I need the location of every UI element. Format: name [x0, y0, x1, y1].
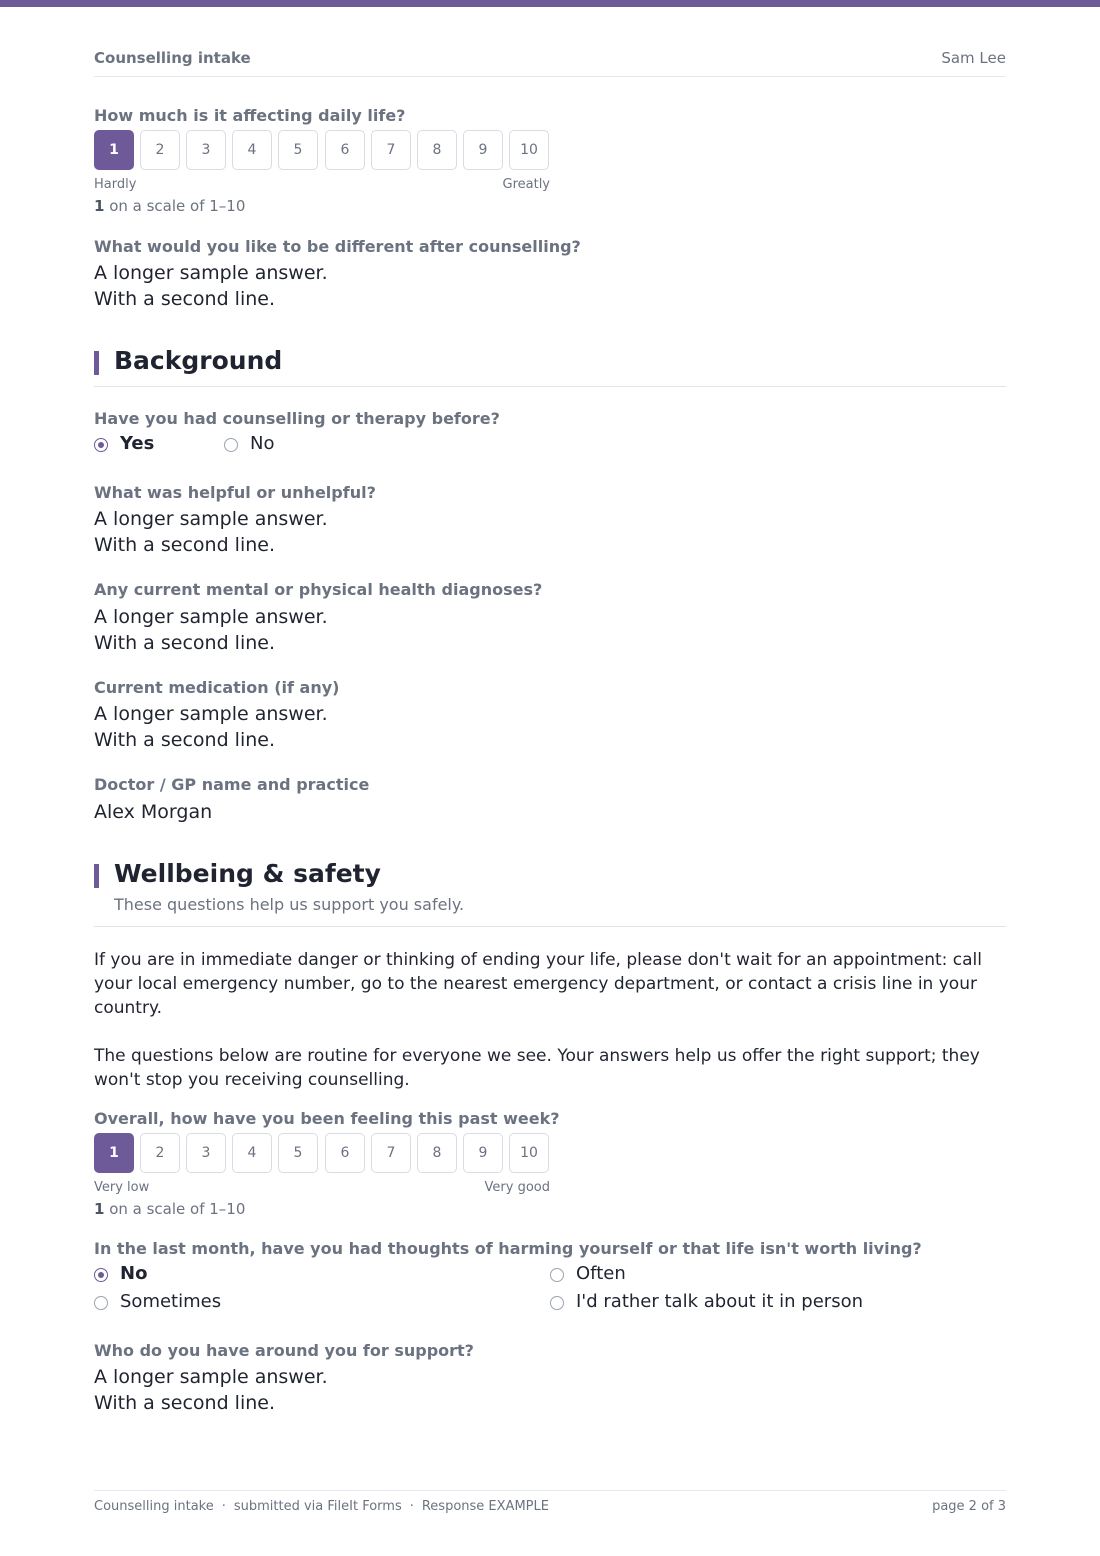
form-title: Counselling intake: [94, 49, 251, 67]
footer-submitted: submitted via FileIt Forms: [233, 1499, 402, 1514]
footer-response: Response EXAMPLE: [421, 1499, 549, 1514]
radio-label: No: [120, 1263, 148, 1284]
scale-low-label: Hardly: [94, 177, 137, 192]
scale-option-7[interactable]: 7: [371, 130, 411, 170]
section-title: Wellbeing & safety: [114, 859, 381, 888]
scale-option-1[interactable]: 1: [94, 1133, 134, 1173]
scale-caption-value: 1: [94, 1200, 105, 1218]
radio-empty-icon: [224, 438, 238, 452]
scale-option-8[interactable]: 8: [417, 130, 457, 170]
question-doctor-label: Doctor / GP name and practice: [94, 775, 370, 794]
footer-info: [94, 1499, 549, 1514]
scale-option-3[interactable]: 3: [186, 130, 226, 170]
answer-diagnoses: A longer sample answer. With a second line.: [94, 606, 328, 654]
question-diagnoses-label: Any current mental or physical health diagnoses?: [94, 580, 543, 599]
radio-empty-icon: [94, 1296, 108, 1310]
radio-empty-icon: [550, 1268, 564, 1282]
scale-caption-text: on a scale of 1–10: [104, 197, 246, 215]
page-footer: [94, 1490, 1006, 1521]
scale-option-4[interactable]: 4: [232, 130, 272, 170]
scale-high-label: Very good: [484, 1180, 550, 1195]
user-name: Sam Lee: [941, 49, 1006, 67]
question-helpful-label: What was helpful or unhelpful?: [94, 483, 376, 502]
crisis-notice: If you are in immediate danger or thinking of ending your life, please don't wait for an appointment: call your local emergency number, go to the nearest emergency department, or contact a crisis line in your country.: [94, 950, 983, 1018]
question-harm-label: In the last month, have you had thoughts of harming yourself or that life isn't worth living?: [94, 1239, 922, 1258]
scale-caption-value: 1: [94, 197, 105, 215]
page-number: page 2 of 3: [932, 1499, 1006, 1514]
scale-option-10[interactable]: 10: [509, 1133, 549, 1173]
footer-separator: ·: [221, 1499, 226, 1514]
scale-caption-text: on a scale of 1–10: [104, 1200, 246, 1218]
scale-option-3[interactable]: 3: [186, 1133, 226, 1173]
footer-form-title: Counselling intake: [94, 1499, 214, 1514]
answer-helpful: A longer sample answer. With a second line.: [94, 508, 328, 556]
scale-high-label: Greatly: [502, 177, 550, 192]
radio-label: Sometimes: [120, 1291, 222, 1312]
answer-different: A longer sample answer. With a second line.: [94, 262, 328, 310]
section-accent-bar: [94, 351, 99, 375]
radio-label: I'd rather talk about it in person: [576, 1291, 863, 1312]
scale-caption: [94, 1200, 245, 1218]
radio-label: No: [250, 433, 275, 454]
question-medication-label: Current medication (if any): [94, 678, 340, 697]
radio-selected-icon: [94, 1268, 108, 1282]
radio-label: Often: [576, 1263, 626, 1284]
scale-option-2[interactable]: 2: [140, 1133, 180, 1173]
scale-option-2[interactable]: 2: [140, 130, 180, 170]
scale-option-7[interactable]: 7: [371, 1133, 411, 1173]
section-divider: [94, 926, 1006, 927]
radio-label: Yes: [120, 433, 155, 454]
question-therapy-before-label: Have you had counselling or therapy before?: [94, 409, 500, 428]
page-header: [94, 48, 1006, 77]
question-support-label: Who do you have around you for support?: [94, 1341, 474, 1360]
section-divider: [94, 386, 1006, 387]
question-different-label: What would you like to be different after counselling?: [94, 237, 581, 256]
scale-low-label: Very low: [94, 1180, 150, 1195]
scale-option-6[interactable]: 6: [325, 130, 365, 170]
scale-option-4[interactable]: 4: [232, 1133, 272, 1173]
question-feeling-label: Overall, how have you been feeling this past week?: [94, 1109, 560, 1128]
footer-separator: ·: [409, 1499, 414, 1514]
section-accent-bar: [94, 864, 99, 888]
scale-option-10[interactable]: 10: [509, 130, 549, 170]
answer-doctor: Alex Morgan: [94, 801, 213, 823]
scale-option-6[interactable]: 6: [325, 1133, 365, 1173]
answer-support: A longer sample answer. With a second line.: [94, 1366, 328, 1414]
section-subtitle: These questions help us support you safely.: [114, 895, 465, 914]
scale-option-9[interactable]: 9: [463, 130, 503, 170]
scale-caption: [94, 197, 245, 215]
scale-option-5[interactable]: 5: [278, 1133, 318, 1173]
answer-medication: A longer sample answer. With a second line.: [94, 703, 328, 751]
question-daily-life-label: How much is it affecting daily life?: [94, 106, 406, 125]
radio-selected-icon: [94, 438, 108, 452]
scale-option-8[interactable]: 8: [417, 1133, 457, 1173]
scale-option-1[interactable]: 1: [94, 130, 134, 170]
section-title: Background: [114, 346, 283, 375]
top-accent-bar: [0, 0, 1100, 7]
routine-notice: The questions below are routine for everyone we see. Your answers help us offer the right support; they won't stop you receiving counselling.: [94, 1046, 980, 1090]
radio-empty-icon: [550, 1296, 564, 1310]
scale-option-5[interactable]: 5: [278, 130, 318, 170]
scale-option-9[interactable]: 9: [463, 1133, 503, 1173]
daily-life-scale: [94, 130, 554, 172]
feeling-scale: [94, 1133, 554, 1175]
